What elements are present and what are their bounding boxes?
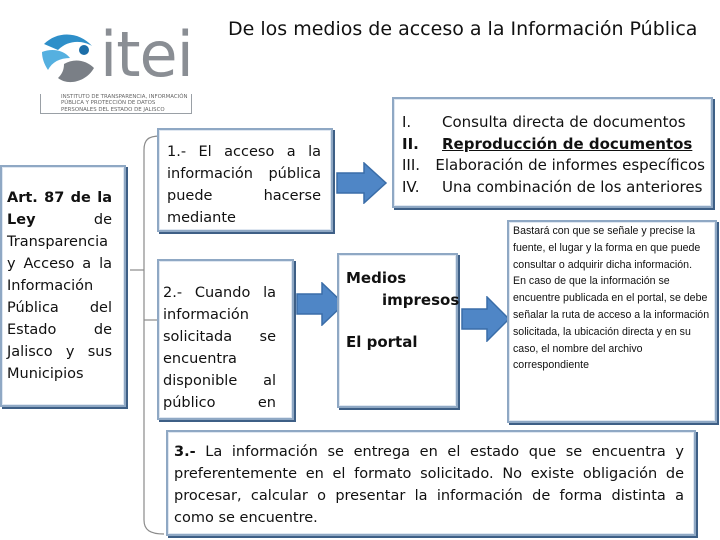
access-methods-list (392, 97, 713, 208)
media-printed-label: Medios (346, 269, 407, 287)
access-method-numeral: III. (402, 156, 421, 174)
law-reference-bold: Art. 87 de la Ley (7, 190, 112, 228)
access-method-numeral: II. (402, 134, 419, 153)
access-methods-rows (402, 112, 705, 198)
law-reference-text: de Transparencia y Acceso a la Información Pública del Estado de Jalisco y sus Municipios (7, 212, 112, 382)
arrow-right-icon (336, 162, 388, 204)
explanation-paragraph-2: En caso de que la información se encuentre publicada en el portal, se debe señalar la ruta de acceso a la información solicitada, la ubicación directa y en su caso, el nombre del archivo correspondiente (513, 275, 710, 372)
access-method-text: Elaboración de informes específicos (435, 156, 705, 174)
access-method-text: Reproducción de documentos (442, 134, 693, 153)
itei-swirl-icon (38, 28, 100, 86)
slide-title: De los medios de acceso a la Información Pública (228, 18, 698, 40)
box3-number: 3.- (174, 444, 196, 460)
media-box (337, 253, 458, 408)
access-method-item (402, 177, 705, 199)
media-portal-label: El portal (346, 333, 418, 351)
logo-subtitle: INSTITUTO DE TRANSPARENCIA, INFORMACIÓN PÚBLICA Y PROTECCIÓN DE DATOS PERSONALES DEL ESTADO DE JALISCO (40, 94, 192, 114)
access-method-item (402, 134, 705, 156)
access-method-numeral: IV. (402, 177, 420, 196)
access-method-item (402, 112, 705, 134)
access-means-box (157, 128, 333, 232)
explanation-box (507, 220, 717, 423)
arrow-right-icon (461, 296, 511, 342)
explanation-paragraph-1: Bastará con que se señale y precise la fuente, el lugar y la forma en que puede consultar o adquirir dicha información. (513, 225, 701, 271)
box2-number: 2.- (163, 285, 183, 301)
box3-text: La información se entrega en el estado que se encuentra y preferentemente en el formato solicitado. No existe obligación de procesar, calcular o presentar la información de forma distinta a como se encuentre. (174, 444, 684, 526)
logo-wordmark: itei (100, 18, 193, 91)
delivery-box (166, 430, 696, 536)
access-method-text: Consulta directa de documentos (442, 113, 686, 131)
available-info-box (157, 259, 294, 420)
access-method-item (402, 155, 705, 177)
law-reference-box (0, 165, 126, 407)
box1-text: El acceso a la información pública puede hacerse mediante (167, 144, 321, 226)
access-method-text: Una combinación de los anteriores (442, 177, 703, 196)
access-method-numeral: I. (402, 113, 412, 131)
box2-text: Cuando la información solicitada se encuentra disponible al público en (163, 285, 276, 411)
box1-number: 1.- (167, 144, 187, 160)
media-printed-label-2: impresos (382, 291, 460, 309)
